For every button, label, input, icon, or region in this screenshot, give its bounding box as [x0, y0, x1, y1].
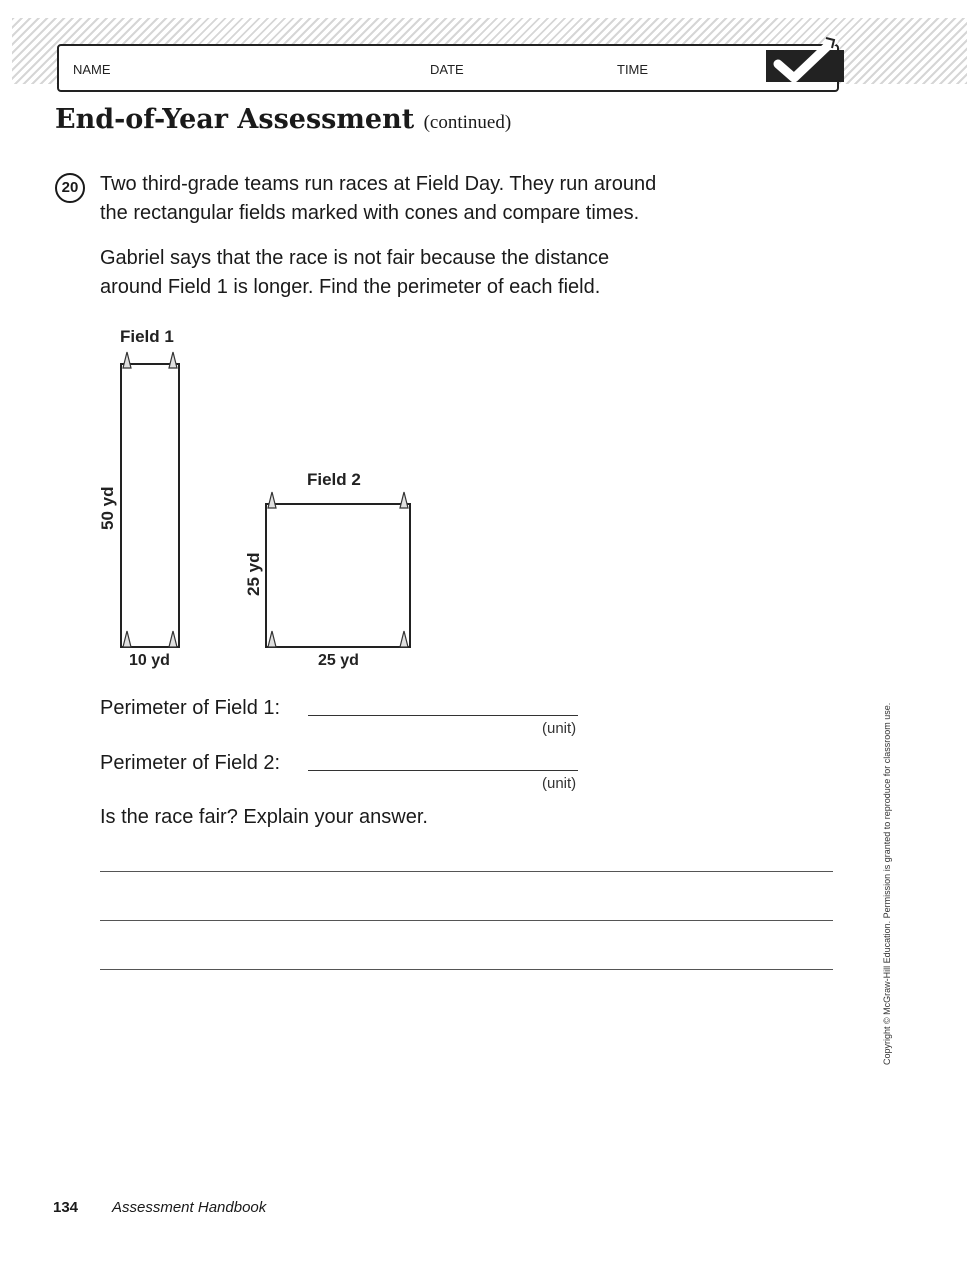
perimeter2-label: Perimeter of Field 2: — [100, 752, 281, 774]
title-continued: (continued) — [423, 112, 512, 133]
question-number-badge: 20 — [55, 173, 85, 203]
question-paragraph-1 — [100, 170, 800, 228]
question-line: Gabriel says that the race is not fair because the distance — [100, 247, 610, 269]
book-title: Assessment Handbook — [112, 1199, 267, 1216]
fields-diagram — [90, 340, 430, 660]
field2-label: Field 2 — [307, 470, 361, 489]
question-line: Two third-grade teams run races at Field Day. They run around — [100, 173, 657, 195]
time-label: TIME — [617, 62, 649, 77]
question-line: around Field 1 is longer. Find the perimeter of each field. — [100, 276, 601, 298]
field2-height-label: 25 yd — [244, 552, 263, 596]
cone-icon — [268, 631, 276, 647]
field2-rectangle — [266, 504, 410, 647]
cone-icon — [123, 352, 131, 368]
perimeter2-answer-blank[interactable] — [308, 770, 578, 771]
question-line: the rectangular fields marked with cones and compare times. — [100, 202, 640, 224]
answer-line-2[interactable] — [100, 920, 833, 921]
field1-label: Field 1 — [120, 327, 174, 346]
perimeter1-unit-label: (unit) — [542, 720, 577, 737]
date-label: DATE — [430, 62, 464, 77]
perimeter1-answer-blank[interactable] — [308, 715, 578, 716]
field1-width-label: 10 yd — [129, 652, 170, 669]
cone-icon — [268, 492, 276, 508]
field2-width-label: 25 yd — [318, 652, 359, 669]
perimeter2-unit-label: (unit) — [542, 775, 577, 792]
name-label: NAME — [73, 62, 111, 77]
title-main: End-of-Year Assessment — [55, 104, 415, 135]
question-paragraph-2 — [100, 244, 800, 302]
cone-icon — [169, 631, 177, 647]
copyright-notice: Copyright © McGraw-Hill Education. Permission is granted to reproduce for classroom use. — [882, 702, 892, 1065]
cone-icon — [400, 492, 408, 508]
answer-line-1[interactable] — [100, 871, 833, 872]
cone-icon — [169, 352, 177, 368]
cone-icon — [400, 631, 408, 647]
answer-line-3[interactable] — [100, 969, 833, 970]
field1-height-label: 50 yd — [98, 486, 117, 530]
page-title — [55, 104, 511, 135]
explain-prompt: Is the race fair? Explain your answer. — [100, 806, 428, 828]
perimeter1-label: Perimeter of Field 1: — [100, 697, 281, 719]
page-number: 134 — [53, 1199, 79, 1216]
checkmark-icon — [766, 34, 846, 84]
cone-icon — [123, 631, 131, 647]
field1-rectangle — [121, 364, 179, 647]
